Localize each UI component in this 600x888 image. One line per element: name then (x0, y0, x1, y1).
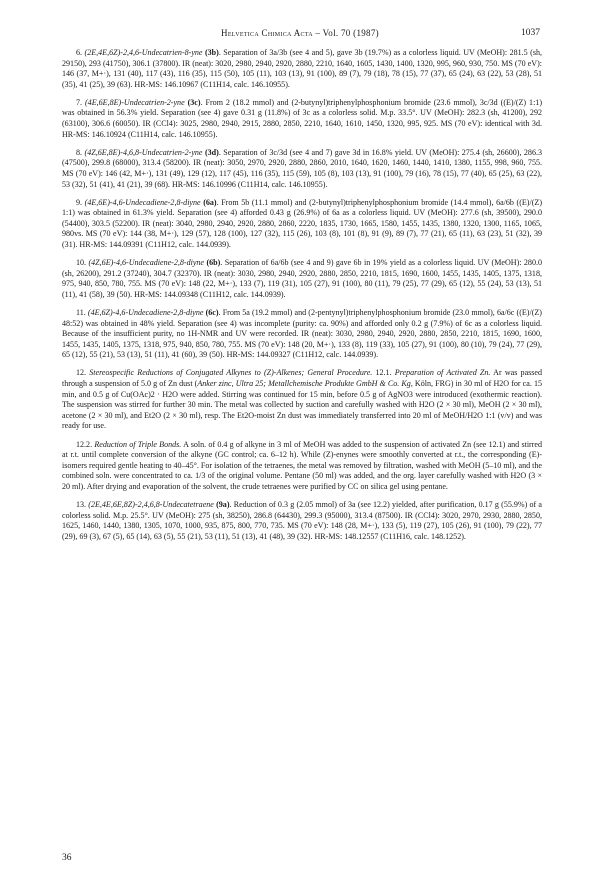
page-number: 1037 (521, 28, 540, 38)
paragraph-12-2: 12.2. Reduction of Triple Bonds. A soln. of 0.4 g of alkyne in 3 ml of MeOH was added to the suspension of activated Zn (see 12.1) and stirred at r.t. until complete conversion of the alkyne (GC control; ca. 6–12 h). While (Z)-enynes were smoothly converted at r.t., the corresponding (E)-isomers required gentle heating to 40–45°. For isolation of the tetraenes, the metal was removed by filtration, washed with MeOH (5–10 ml), and the combined soln. were concentrated to ca. 1/3 of the original volume. Pentane (50 ml) was added, and the org. layer carefully washed with H2O (3 × 20 ml). After drying and evaporation of the solvent, the crude tetraenes were purified by CC on silica gel using pentane. (62, 439, 543, 491)
paragraph-10: 10. (4Z,6E)-4,6-Undecadiene-2,8-diyne (6b). Separation of 6a/6b (see 4 and 9) gave 6b in 19% yield as a colorless liquid. UV (MeOH): 280.0 (sh, 26200), 291.2 (37240), 304.7 (32370). IR (neat): 3030, 2980, 2940, 2920, 2880, 2850, 2210, 1815, 1690, 1600, 1455, 1435, 1405, 1375, 1318, 975, 940, 850, 780, 755. MS (70 eV): 148 (22, M+·), 133 (7), 119 (31), 105 (27), 91 (100), 80 (11), 79 (25), 77 (29), 65 (12), 55 (24), 53 (13), 51 (11), 41 (58), 39 (50). HR-MS: 144.09348 (C11H12, calc. 144.0939). (62, 258, 543, 299)
compound-name: (4E,6Z)-4,6-Undecadiene-2,8-diyne (87, 307, 204, 317)
paragraph-9: 9. (4E,6E)-4,6-Undecadiene-2,8-diyne (6a). From 5b (11.1 mmol) and (2-butynyl)triphenylphosphonium bromide (14.4 mmol), 6a/6b ((E)/(Z) 1:1) was obtained in 61.3% yield. Separation (see 4) afforded 0.43 g (26.9%) of 6a as a colorless liquid. UV (MeOH): 277.6 (sh, 39500), 290.0 (54400), 303.5 (52200). IR (neat): 3040, 2980, 2940, 2920, 2880, 2860, 2220, 1835, 1730, 1665, 1580, 1455, 1435, 1380, 1320, 1300, 1165, 1065, 980vs. MS (70 eV): 144 (38, M+·), 129 (57), 128 (100), 127 (32), 115 (26), 103 (8), 101 (8), 91 (9), 89 (7), 77 (21), 65 (11), 63 (23), 51 (32), 39 (31). HR-MS: 144.09391 (C11H12, calc. 144.0939). (62, 197, 542, 249)
paragraph-8: 8. (4Z,6E,8E)-4,6,8-Undecatrien-2-yne (3d). Separation of 3c/3d (see 4 and 7) gave 3d in 16.8% yield. UV (MeOH): 275.4 (sh, 26600), 286.3 (47500), 299.8 (68000), 313.4 (58200). IR (neat): 3050, 2970, 2920, 2880, 2860, 2010, 1640, 1620, 1460, 1440, 1410, 1380, 1155, 998, 960, 755. MS (70 eV): 146 (42, M+·), 131 (49), 129 (12), 117 (45), 116 (35), 115 (59), 105 (8), 103 (13), 91 (100), 79 (16), 78 (15), 77 (40), 65 (25), 63 (22), 53 (32), 51 (41), 41 (21), 39 (68). HR-MS: 146.10996 (C11H14, calc. 146.10955). (62, 147, 543, 189)
paragraph-7: 7. (4E,6E,8E)-Undecatrien-2-yne (3c). From 2 (18.2 mmol) and (2-butynyl)triphenylphosphonium bromide (23.6 mmol), 3c/3d ((E)/(Z) 1:1) was obtained in 56.3% yield. Separation (see 4) gave 0.31 g (11.8%) of 3c as a colorless solid. M.p. 33.5°. UV (MeOH): 282.3 (sh, 41200), 292 (63100), 306.6 (60050). IR (CCl4): 3025, 2980, 2940, 2915, 2880, 2850, 2210, 1640, 1610, 1450, 1320, 995, 925. MS (70 eV): identical with 3d. HR-MS: 146.10924 (C11H14, calc. 146.10955). (62, 97, 543, 139)
footer-page-number: 36 (62, 853, 72, 863)
article-body (62, 48, 542, 550)
paragraph-13: 13. (2E,4E,6E,8Z)-2,4,6,8-Undecatetraene (9a). Reduction of 0.3 g (2.05 mmol) of 3a (see 12.2) yielded, after purification, 0.17 g (55.9%) of a colorless solid. M.p. 25.5°. UV (MeOH): 275 (sh, 38250), 286.8 (64430), 299.3 (95000), 313.4 (87500). IR (CCl4): 3020, 2970, 2930, 2880, 2850, 1625, 1460, 1440, 1380, 1305, 1070, 1000, 935, 875, 800, 770, 735. MS (70 eV): 148 (28, M+·), 133 (5), 119 (27), 105 (26), 91 (100), 79 (22), 77 (29), 69 (3), 67 (5), 65 (14), 63 (5), 55 (21), 53 (11), 51 (13), 41 (48), 39 (32). HR-MS: 148.12557 (C11H16, calc. 148.1252). (62, 499, 542, 541)
journal-name: Helvetica Chimica Acta (221, 28, 313, 38)
subsection-title: Preparation of Activated Zn. (394, 368, 491, 378)
compound-name: (4Z,6E,8E)-4,6,8-Undecatrien-2-yne (84, 147, 203, 157)
subsection-title: Reduction of Triple Bonds. (94, 439, 182, 449)
compound-name: (4Z,6E)-4,6-Undecadiene-2,8-diyne (88, 258, 205, 268)
running-header (60, 28, 540, 42)
compound-name: (2E,4E,6E,8Z)-2,4,6,8-Undecatetraene (88, 499, 214, 509)
volume-info: – Vol. 70 (1987) (315, 28, 379, 38)
paragraph-6: 6. (2E,4E,6Z)-2,4,6-Undecatrien-8-yne (3b). Separation of 3a/3b (see 4 and 5), gave 3b (19.7%) as a colorless liquid. UV (MeOH): 281.5 (sh, 29150), 293 (41750), 306.1 (37800). IR (neat): 3020, 2980, 2940, 2920, 2880, 2210, 1640, 1605, 1430, 1400, 1320, 995, 960, 930, 750. MS (70 eV): 146 (37, M+·), 131 (40), 117 (43), 116 (35), 115 (50), 105 (11), 103 (13), 91 (100), 89 (7), 79 (18), 78 (15), 77 (37), 65 (24), 63 (22), 53 (28), 51 (35), 41 (25), 39 (63). HR-MS: 146.10967 (C11H14, calc. 146.10955). (62, 48, 542, 89)
paragraph-12-1: 12. Stereospecific Reductions of Conjugated Alkynes to (Z)-Alkenes; General Procedure. 12.1. Preparation of Activated Zn. Ar was passed through a suspension of 5.0 g of Zn dust (Anker zinc, Ultra 25; Metallchemische Produkte GmbH & Co. Kg, Köln, FRG) in 30 ml of H2O for ca. 15 min, and 0.5 g of Cu(OAc)2 · H2O were added. Stirring was continued for 15 min, before 0.5 g of AgNO3 were introduced (exothermic reaction). The suspension was stirred for further 30 min. The metal was collected by suction and carefully washed with H2O (2 × 30 ml), MeOH (2 × 30 ml), acetone (2 × 30 ml), and Et2O (2 × 30 ml), resp. The Et2O-moist Zn dust was immediately transferred into 20 ml of MeOH/H2O 1:1 (v/v) and was ready for use. (62, 368, 543, 431)
compound-name: (2E,4E,6Z)-2,4,6-Undecatrien-8-yne (84, 48, 203, 57)
section-title: Stereospecific Reductions of Conjugated Alkynes to (Z)-Alkenes; General Procedure. (89, 368, 373, 378)
compound-name: (4E,6E,8E)-Undecatrien-2-yne (85, 97, 185, 107)
compound-name: (4E,6E)-4,6-Undecadiene-2,8-diyne (84, 197, 201, 207)
paragraph-11: 11. (4E,6Z)-4,6-Undecadiene-2,8-diyne (6c). From 5a (19.2 mmol) and (2-pentynyl)triphenylphosphonium bromide (23.0 mmol), 6a/6c ((E)/(Z) 48:52) was obtained in 48% yield. Separation (see 4) was incomplete (purity: ca. 90%) and afforded only 0.2 g (7.9%) of 6c as a colorless liquid. Because of the insufficient purity, no 1H-NMR and UV were recorded. IR (neat): 3030, 2980, 2940, 2920, 2880, 2850, 2210, 1815, 1690, 1600, 1455, 1435, 1405, 1375, 1318, 975, 940, 850, 780, 755. MS (70 eV): 148 (20, M+·), 133 (8), 119 (33), 105 (27), 91 (100), 80 (10), 79 (24), 77 (29), 65 (12), 55 (21), 53 (13), 51 (11), 41 (60), 39 (50). HR-MS: 144.09327 (C11H12, calc. 144.0939). (62, 307, 542, 360)
